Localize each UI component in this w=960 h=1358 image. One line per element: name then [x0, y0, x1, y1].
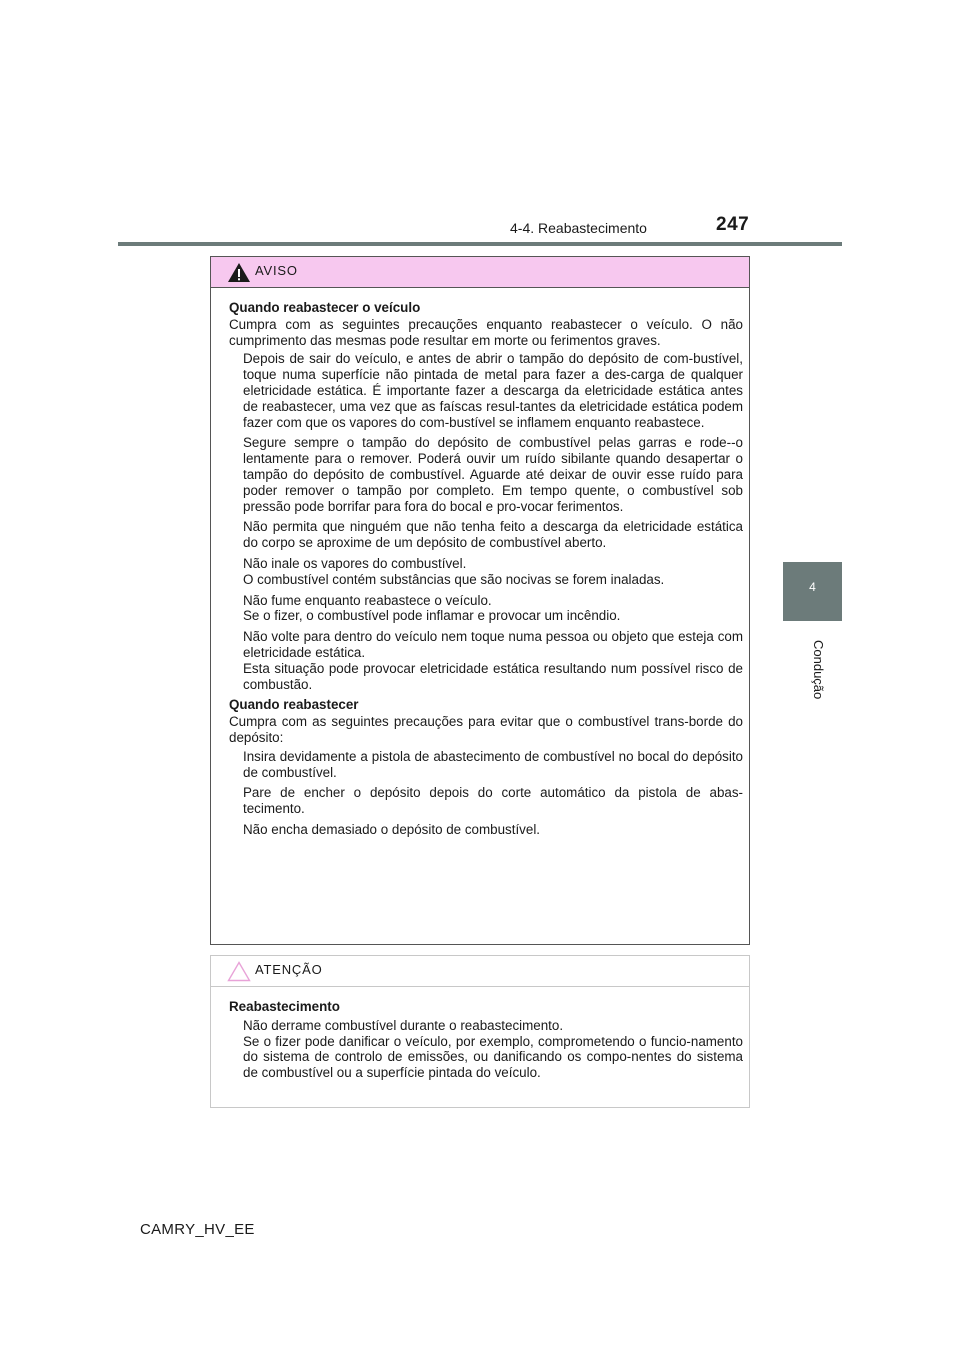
warning-item: Não encha demasiado o depósito de combustível. [243, 821, 541, 837]
warning-item: Não inale os vapores do combustível. O combustível contém substâncias que são nocivas se forem inaladas. [243, 555, 665, 587]
caution-content [211, 987, 749, 1081]
caution-triangle-icon [227, 961, 251, 982]
chapter-number: 4 [809, 580, 816, 594]
warning-intro: Cumpra com as seguintes precauções enquanto reabastecer o veículo. O não cumprimento das mesmas pode resultar em morte ou ferimentos graves. [229, 316, 743, 348]
section-title: 4-4. Reabastecimento [510, 220, 647, 236]
model-code: CAMRY_HV_EE [140, 1221, 255, 1238]
caution-box [210, 955, 750, 1108]
warning-item: Não permita que ninguém que não tenha feito a descarga da eletricidade estática do corpo se aproxime de um depósito de combustível aberto. [243, 519, 743, 551]
warning-subtitle: Quando reabastecer [229, 697, 359, 713]
warning-item: Depois de sair do veículo, e antes de abrir o tampão do depósito de com-bustível, toque numa superfície não pintada de metal para fazer a des-carga de qualquer eletricidade estática. É importante fazer a descarga da eletricidade estática antes de reabastecer, uma vez que as faíscas resul-tantes da eletricidade estática podem fazer com que os vapores do com-bustível se inflamem enquanto reabastece. [243, 351, 743, 430]
warning-item: Segure sempre o tampão do depósito de combustível pelas garras e rode--o lentamente para o remover. Poderá ouvir um ruído sibilante quando desapertar o tampão do depósito de combustível. Aguarde até deixar de ouvir esse ruído para poder remover o tampão por completo. Em tempo quente, o combustível sob pressão pode borrifar para fora do bocal e pro-vocar ferimentos. [243, 435, 743, 514]
warning-intro: Cumpra com as seguintes precauções para evitar que o combustível trans-borde do depósito: [229, 714, 743, 745]
warning-item: Não fume enquanto reabastece o veículo. Se o fizer, o combustível pode inflamar e provocar um incêndio. [243, 592, 621, 624]
warning-item: Não volte para dentro do veículo nem toque numa pessoa ou objeto que esteja com eletricidade estática. Esta situação pode provocar eletricidade estática resultando num possível risco de combustão. [243, 629, 743, 692]
warning-item: Insira devidamente a pistola de abastecimento de combustível no bocal do depósito de combustível. [243, 748, 743, 780]
warning-subtitle: Quando reabastecer o veículo [229, 300, 421, 315]
warning-content [211, 288, 749, 838]
caution-header [211, 956, 749, 987]
warning-triangle-icon [227, 262, 251, 283]
page-number: 247 [716, 214, 750, 235]
caution-item: Não derrame combustível durante o reabastecimento. Se o fizer pode danificar o veículo, por exemplo, comprometendo o funcio-namento do sistema de controlo de emissões, ou danificando os compo-nentes do sistema de combustível ou a superfície pintada do veículo. [243, 1017, 743, 1081]
chapter-label: Condução [811, 640, 826, 700]
caution-label: ATENÇÃO [255, 962, 323, 977]
caution-subtitle: Reabastecimento [229, 999, 340, 1014]
header-divider [118, 242, 842, 246]
chapter-tab [783, 562, 842, 621]
warning-label: AVISO [255, 263, 298, 278]
warning-item: Pare de encher o depósito depois do corte automático da pistola de abas-tecimento. [243, 785, 743, 817]
warning-header [211, 257, 749, 288]
warning-box [210, 256, 750, 945]
